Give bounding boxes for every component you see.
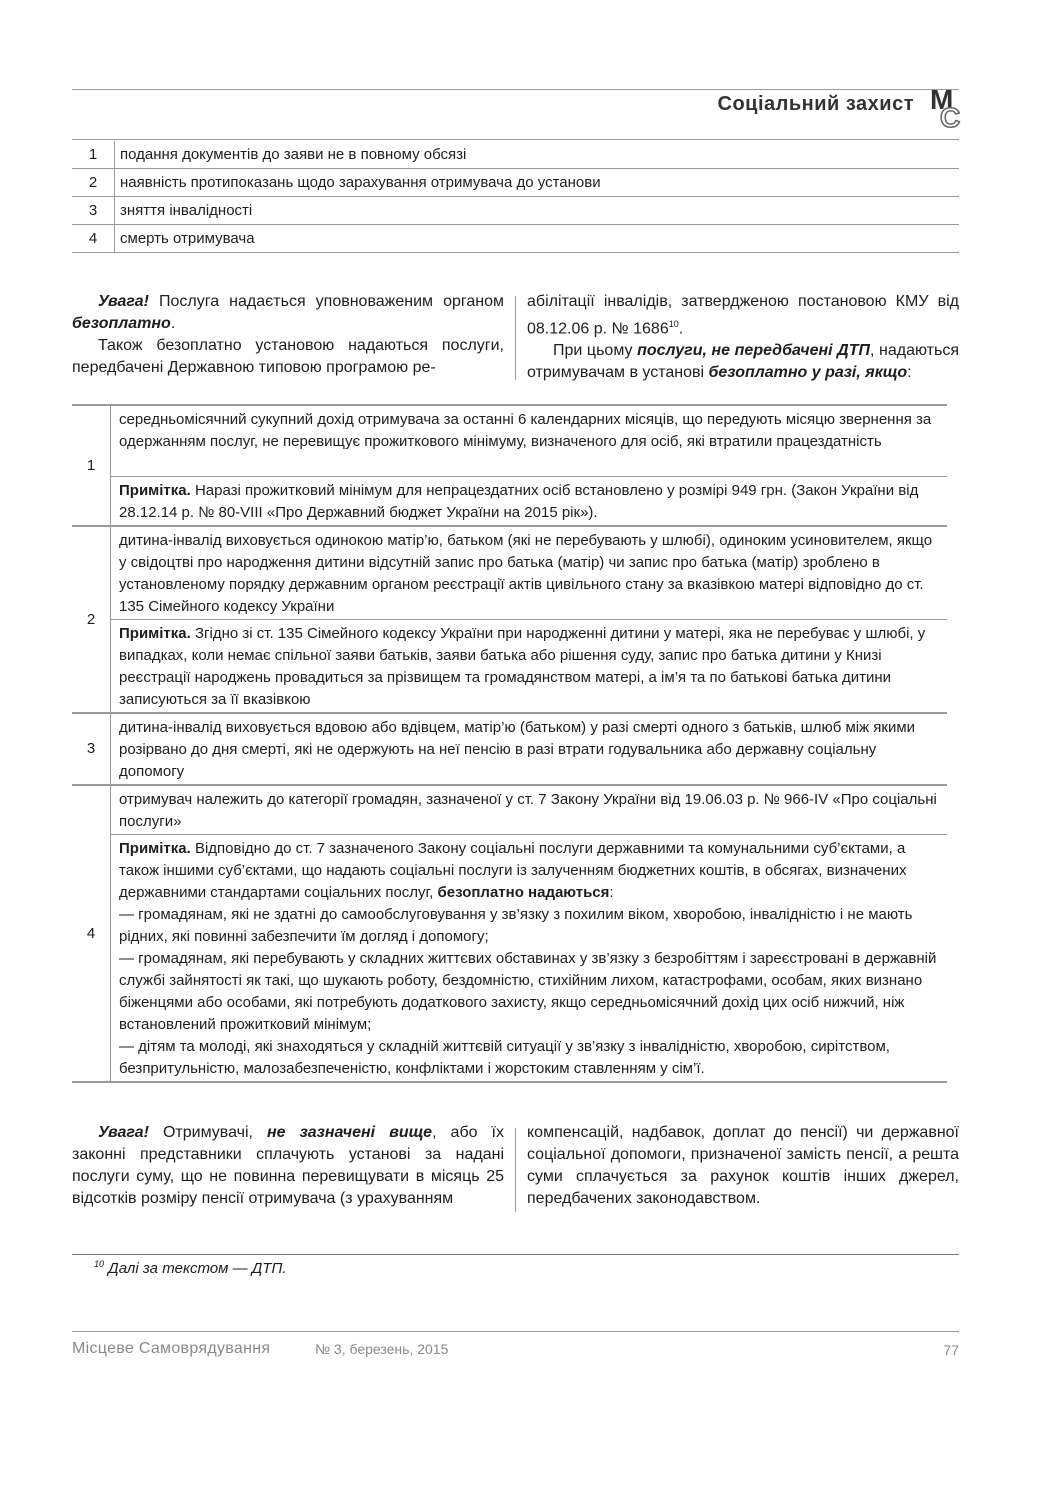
attention-label: Увага!	[98, 1124, 149, 1141]
magazine-name: Місцеве Самоврядування	[72, 1340, 271, 1357]
footnote-number: 10	[94, 1259, 105, 1269]
note-text: Відповідно до ст. 7 зазначеного Закону соціальні послуги державними та комунальними суб’єктами, а також іншими суб’єктами, що надають соціальні послуги із залученням бюджетних коштів, в обсягах, визначених державними стандартами соціальних послуг,	[119, 840, 907, 901]
condition-text: дитина-інвалід виховується одинокою матір’ю, батьком (які не перебувають у шлюбі), одиноким усиновителем, якщо у свідоцтві про народження дитини відсутній запис про батька (матір) чи запис про батька (матір) зроблено в установленому порядку державним органом реєстрації актів цивільного стану за вказівкою матері відповідно до ст. 135 Сімейного кодексу України	[111, 526, 948, 620]
bold-run: послуги, не передбачені ДТП	[637, 342, 871, 360]
table-row	[72, 405, 947, 477]
footnote	[94, 1259, 287, 1277]
table-row	[72, 477, 947, 527]
note-label: Примітка.	[119, 482, 191, 499]
text-run: Послуга надається уповноваженим органом	[148, 293, 504, 310]
bold-run: безоплатно	[72, 315, 171, 332]
row-number: 1	[72, 405, 111, 526]
issue-info: № 3, березень, 2015	[315, 1341, 449, 1357]
attention-paragraph-2	[72, 1122, 504, 1210]
attention-label: Увага!	[98, 293, 149, 310]
footnote-rule	[72, 1254, 959, 1255]
note-label: Примітка.	[119, 840, 191, 857]
note-text: Наразі прожитковий мінімум для непрацездатних осіб встановлено у розмірі 949 грн. (Закон України від 28.12.14 р. № 80-VIII «Про Державний бюджет України на 2015 рік»).	[119, 482, 919, 521]
bold-run: безоплатно надаються	[437, 884, 610, 901]
row-text: зняття інвалідності	[115, 197, 960, 225]
payment-paragraph	[527, 1122, 959, 1210]
section-title: Соціальний захист	[717, 93, 914, 115]
condition-note	[111, 477, 948, 527]
column-divider	[515, 1128, 516, 1212]
column-divider	[515, 296, 516, 380]
text-run: При цьому	[553, 342, 638, 360]
table-row	[72, 620, 947, 714]
note-bullet: — громадянам, які перебувають у складних життєвих обставинах у зв’язку з безробіттям і зареєстровані в державній службі зайнятості як такі, що шукають роботу, бездомністю, стихійним лихом, катастрофами, особам, яких визнано біженцями або особами, які потребують додаткового захисту, якщо середньомісячний дохід цих осіб нижчий, ніж встановлений прожитковий мінімум;	[119, 950, 937, 1033]
text-run: , або їх законні представники сплачують установі за надані послуги суму, що не повинна перевищувати в місяць 25 відсотків розміру пенсії отримувача (з урахуванням	[72, 1124, 504, 1207]
row-number: 3	[72, 713, 111, 785]
row-number: 1	[72, 141, 115, 169]
header-bottom-rule	[72, 139, 959, 140]
table-row	[72, 526, 947, 620]
bold-run: не зазначені вище	[267, 1124, 433, 1141]
condition-note	[111, 620, 948, 714]
note-label: Примітка.	[119, 625, 191, 642]
table-row	[72, 225, 959, 253]
footnote-ref: 10	[668, 319, 679, 329]
page-number: 77	[943, 1342, 959, 1358]
text-run: :	[609, 884, 614, 901]
attention-paragraph-1	[72, 291, 504, 379]
program-paragraph	[527, 291, 959, 384]
note-bullet: — громадянам, які не здатні до самообслуговування у зв’язку з похилим віком, хворобою, інвалідністю і не мають рідних, які повинні забезпечити їм догляд і допомогу;	[119, 906, 913, 945]
row-number: 4	[72, 225, 115, 253]
condition-text: отримувач належить до категорії громадян, зазначеної у ст. 7 Закону України від 19.06.03 р. № 966-IV «Про соціальні послуги»	[111, 785, 948, 835]
table-row	[72, 197, 959, 225]
row-number: 2	[72, 169, 115, 197]
note-bullet: — дітям та молоді, які знаходяться у складній життєвій ситуації у зв’язку з інвалідністю, хворобою, сирітством, безпритульністю, малозабезпеченістю, конфліктами і жорстоким ставленням у сім’ї.	[119, 1038, 890, 1077]
row-number: 4	[72, 785, 111, 1082]
text-run: , надаються отримувачам в установі	[527, 342, 959, 382]
table-row	[72, 835, 947, 1083]
header-top-rule	[72, 89, 959, 90]
row-number: 2	[72, 526, 111, 713]
table-row	[72, 713, 947, 785]
row-text: подання документів до заяви не в повному обсязі	[115, 141, 960, 169]
logo-letter-c: С	[940, 102, 961, 133]
table-row	[72, 785, 947, 835]
text-run: абілітації інвалідів, затвердженою постановою КМУ від 08.12.06 р. № 1686	[527, 293, 959, 338]
footnote-text: Далі за текстом — ДТП.	[104, 1260, 287, 1277]
note-text: Згідно зі ст. 135 Сімейного кодексу України при народженні дитини у матері, яка не перебуває у шлюбі, у випадках, коли немає спільної заяви батьків, заяви батька або рішення суду, запис про батька дитини у Книзі реєстрації народжень провадиться за прізвищем та громадянством матері, а ім’я та по батькові батька дитини записуються за її вказівкою	[119, 625, 926, 708]
bold-run: безоплатно у разі, якщо	[708, 364, 908, 382]
free-services-paragraph: Також безоплатно установою надаються послуги, передбачені Державною типовою програмою ре-	[72, 337, 504, 376]
text-run: Отримувачі,	[148, 1124, 268, 1141]
text-run: :	[907, 364, 912, 382]
table-row	[72, 169, 959, 197]
text-run: .	[170, 315, 176, 332]
logo-letter-m: М	[930, 84, 954, 115]
conditions-table	[72, 404, 947, 1083]
condition-text: дитина-інвалід виховується вдовою або вдівцем, матір’ю (батьком) у разі смерті одного з батьків, шлюб між якими розірвано до дня смерті, які не одержують на неї пенсію в разі втрати годувальника або державну соціальну допомогу	[111, 713, 948, 785]
row-number: 3	[72, 197, 115, 225]
row-text: смерть отримувача	[115, 225, 960, 253]
table-row	[72, 141, 959, 169]
reasons-table	[72, 141, 959, 253]
payment-text: компенсацій, надбавок, доплат до пенсії) чи державної соціальної допомоги, призначеної замість пенсії, а решта суми сплачується за рахунок коштів інших джерел, передбачених законодавством.	[527, 1124, 959, 1207]
footer-rule	[72, 1331, 959, 1332]
condition-text: середньомісячний сукупний дохід отримувача за останні 6 календарних місяців, що передують місяцю звернення за одержанням послуг, не перевищує прожиткового мінімуму, визначеного для осіб, які втратили працездатність	[111, 405, 948, 477]
condition-note	[111, 835, 948, 1083]
text-run: .	[678, 320, 684, 338]
magazine-logo	[930, 86, 966, 132]
row-text: наявність протипоказань щодо зарахування отримувача до установи	[115, 169, 960, 197]
